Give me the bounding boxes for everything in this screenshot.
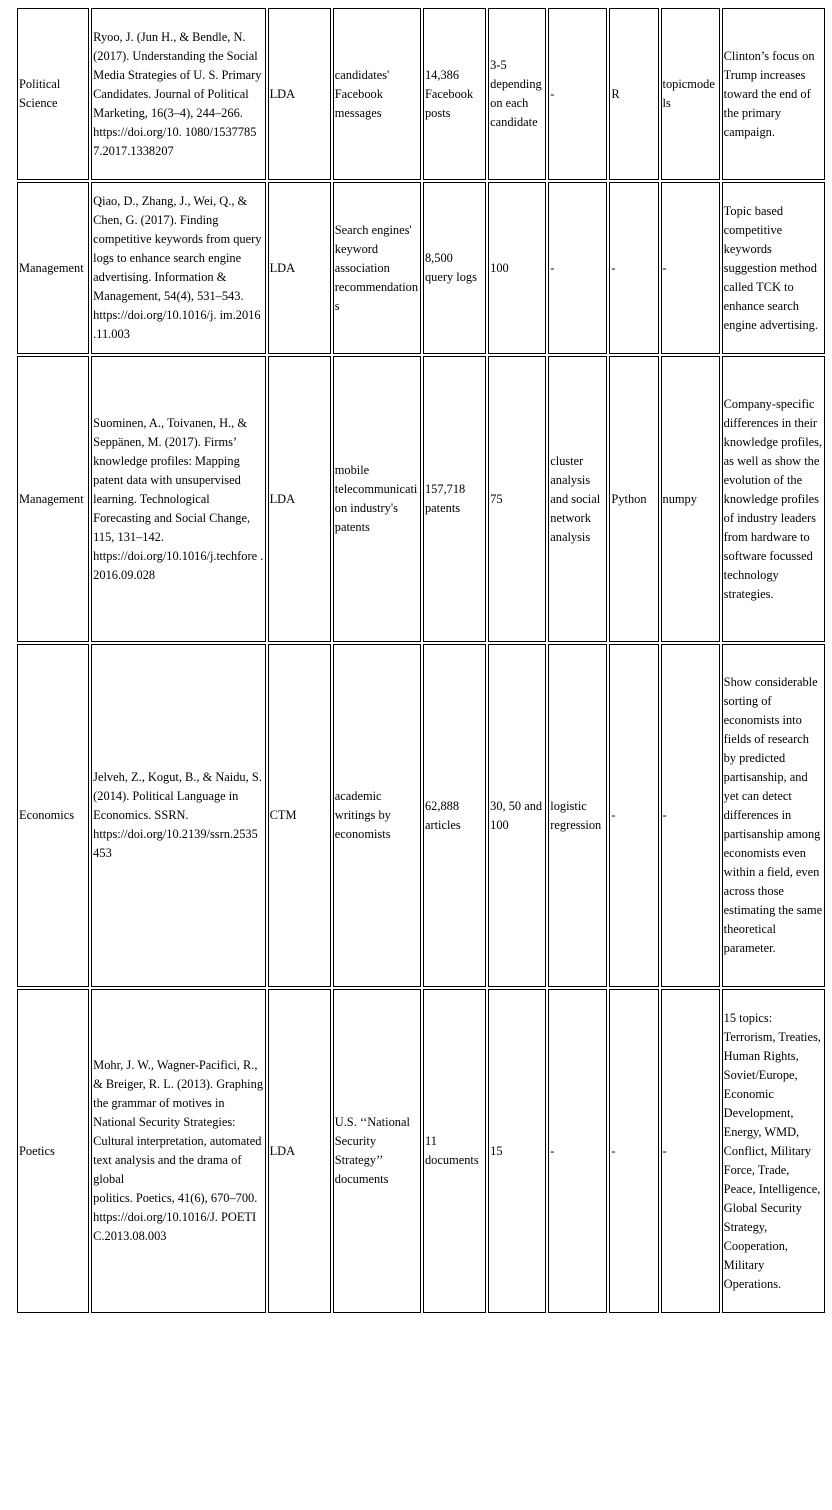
cell-data-source: U.S. ‘‘National Security Strategy’’ documents bbox=[333, 989, 421, 1313]
cell-topics: 3-5 depending on each candidate bbox=[488, 8, 546, 180]
literature-table bbox=[15, 6, 827, 1315]
cell-field: Poetics bbox=[17, 989, 89, 1313]
cell-data-size: 14,386 Facebook posts bbox=[423, 8, 486, 180]
cell-other-method: cluster analysis and social network analysis bbox=[548, 356, 607, 642]
cell-method: CTM bbox=[268, 644, 331, 987]
cell-reference: Qiao, D., Zhang, J., Wei, Q., & Chen, G. (2017). Finding competitive keywords from query logs to enhance search engine advertising. Information & Management, 54(4), 531–543. https://doi.org/10.1016/j. im.2016 .11.003 bbox=[91, 182, 265, 354]
table-row bbox=[17, 644, 825, 987]
cell-topics: 15 bbox=[488, 989, 546, 1313]
table-row bbox=[17, 182, 825, 354]
cell-topics: 100 bbox=[488, 182, 546, 354]
cell-topics: 75 bbox=[488, 356, 546, 642]
cell-field: Economics bbox=[17, 644, 89, 987]
table-row bbox=[17, 8, 825, 180]
cell-data-size: 157,718 patents bbox=[423, 356, 486, 642]
cell-field: Political Science bbox=[17, 8, 89, 180]
cell-language: - bbox=[609, 182, 658, 354]
cell-language: Python bbox=[609, 356, 658, 642]
cell-method: LDA bbox=[268, 8, 331, 180]
cell-other-method: - bbox=[548, 182, 607, 354]
table-row bbox=[17, 989, 825, 1313]
cell-data-source: mobile telecommunication industry's patents bbox=[333, 356, 421, 642]
cell-other-method: logistic regression bbox=[548, 644, 607, 987]
cell-method: LDA bbox=[268, 989, 331, 1313]
cell-data-size: 11 documents bbox=[423, 989, 486, 1313]
table-row bbox=[17, 356, 825, 642]
cell-reference: Ryoo, J. (Jun H., & Bendle, N. (2017). Understanding the Social Media Strategies of U. S. Primary Candidates. Journal of Political Marketing, 16(3–4), 244–266. https://doi.org/10. 1080/1537785 7.2017.1338207 bbox=[91, 8, 265, 180]
cell-method: LDA bbox=[268, 356, 331, 642]
cell-package: topicmodels bbox=[661, 8, 720, 180]
cell-package: - bbox=[661, 182, 720, 354]
cell-data-source: academic writings by economists bbox=[333, 644, 421, 987]
cell-data-source: candidates' Facebook messages bbox=[333, 8, 421, 180]
cell-reference: Jelveh, Z., Kogut, B., & Naidu, S. (2014). Political Language in Economics. SSRN. https://doi.org/10.2139/ssrn.2535 453 bbox=[91, 644, 265, 987]
cell-language: - bbox=[609, 644, 658, 987]
cell-language: - bbox=[609, 989, 658, 1313]
cell-language: R bbox=[609, 8, 658, 180]
cell-method: LDA bbox=[268, 182, 331, 354]
cell-data-size: 8,500 query logs bbox=[423, 182, 486, 354]
cell-other-method: - bbox=[548, 989, 607, 1313]
cell-package: numpy bbox=[661, 356, 720, 642]
cell-other-method: - bbox=[548, 8, 607, 180]
cell-topics: 30, 50 and 100 bbox=[488, 644, 546, 987]
cell-reference: Mohr, J. W., Wagner-Pacifici, R., & Breiger, R. L. (2013). Graphing the grammar of motives in National Security Strategies: Cultural interpretation, automated text analysis and the drama of global politics. Poetics, 41(6), 670–700. https://doi.org/10.1016/J. POETI C.2013.08.003 bbox=[91, 989, 265, 1313]
cell-package: - bbox=[661, 989, 720, 1313]
cell-findings: Show considerable sorting of economists into fields of research by predicted partisanship, and yet can detect differences in partisanship among economists even within a field, even across those estimating the same theoretical parameter. bbox=[722, 644, 825, 987]
cell-findings: 15 topics: Terrorism, Treaties, Human Rights, Soviet/Europe, Economic Development, Energy, WMD, Conflict, Military Force, Trade, Peace, Intelligence, Global Security Strategy, Cooperation, Military Operations. bbox=[722, 989, 825, 1313]
cell-data-size: 62,888 articles bbox=[423, 644, 486, 987]
cell-field: Management bbox=[17, 356, 89, 642]
cell-findings: Clinton’s focus on Trump increases toward the end of the primary campaign. bbox=[722, 8, 825, 180]
cell-findings: Topic based competitive keywords suggestion method called TCK to enhance search engine advertising. bbox=[722, 182, 825, 354]
cell-package: - bbox=[661, 644, 720, 987]
cell-field: Management bbox=[17, 182, 89, 354]
cell-data-source: Search engines' keyword association recommendations bbox=[333, 182, 421, 354]
cell-findings: Company-specific differences in their knowledge profiles, as well as show the evolution of the knowledge profiles of industry leaders from hardware to software focussed technology strategies. bbox=[722, 356, 825, 642]
cell-reference: Suominen, A., Toivanen, H., & Seppänen, M. (2017). Firms’ knowledge profiles: Mapping patent data with unsupervised learning. Technological Forecasting and Social Change, 115, 131–142. https://doi.org/10.1016/j.techfore . 2016.09.028 bbox=[91, 356, 265, 642]
